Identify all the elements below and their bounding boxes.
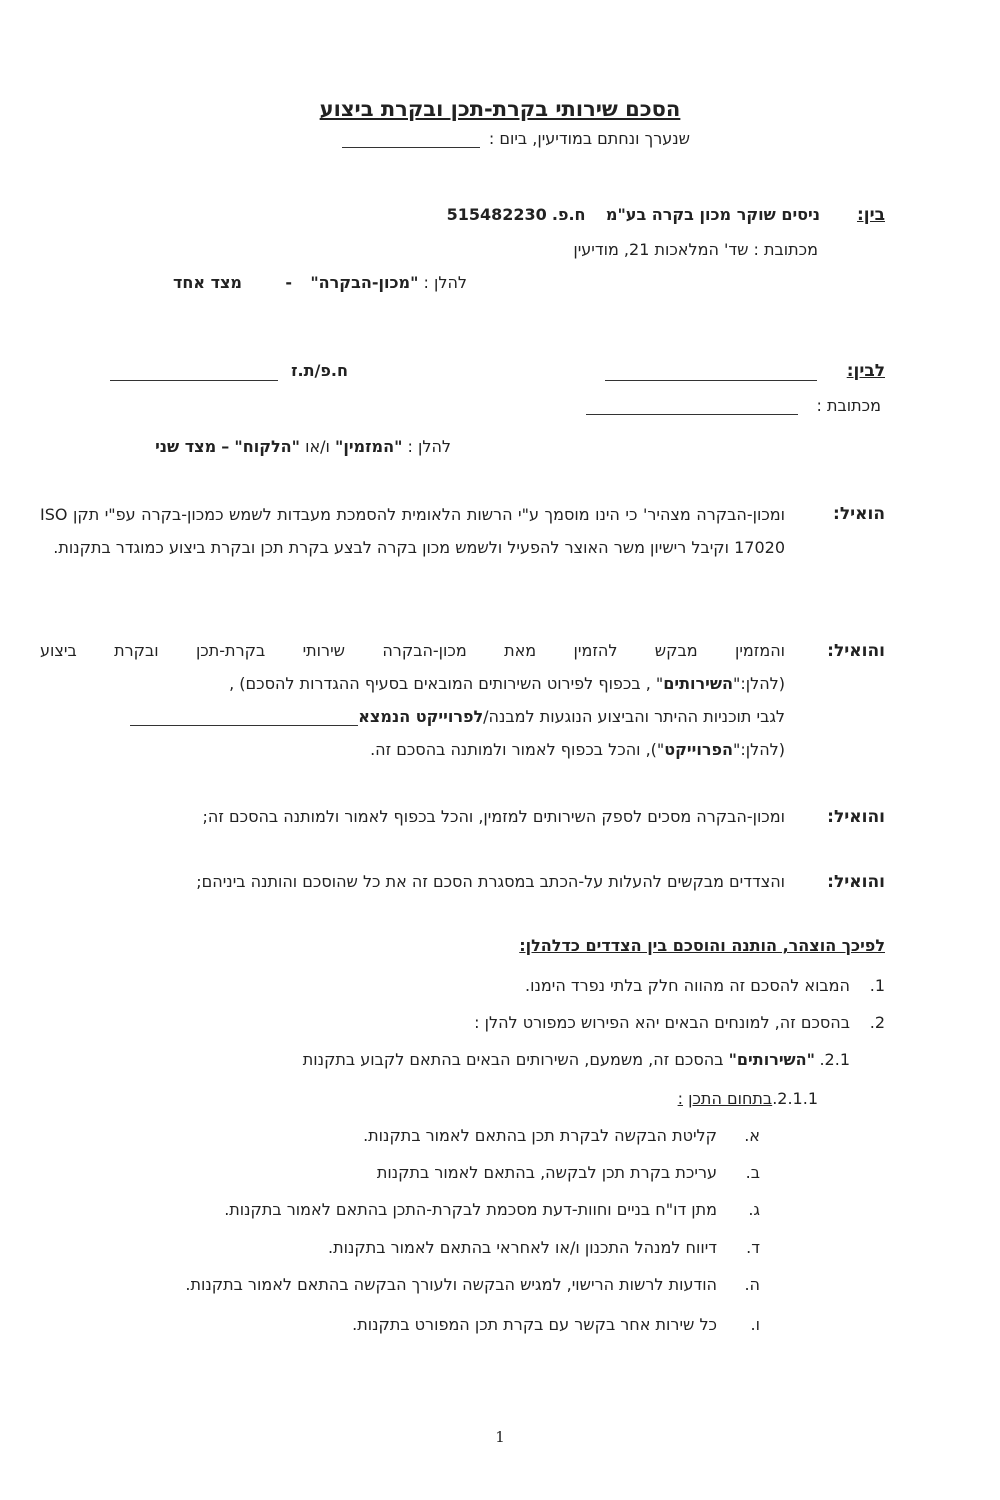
sub-item-a-text: קליטת הבקשה לבקרת תכן בהתאם לאמור בתקנות. [363,1126,717,1145]
party-two-dash: – [221,437,230,456]
sub-item-a-letter: א. [744,1126,760,1145]
sub-item-g-letter: ג. [748,1200,760,1219]
clause-2-1-term: "השירותים" [728,1050,815,1069]
sub-item-v-text: כל שירות אחר בקשר עם בקרת תכן המפורט בתקנות. [352,1315,717,1334]
clause-2-1-1-title: בתחום התכן [688,1089,773,1108]
page-number: 1 [495,1428,505,1446]
party-one-id-number: 515482230 [446,205,547,224]
sub-item-d-text: דיווח למנהל התכנון ו/או לאחראי בהתאם לאמור בתקנות. [328,1238,717,1257]
recital-2-line-1: והמזמין מבקש להזמין מאת מכון-הבקרה שירותי בקרת-תכן ובקרת ביצוע [40,641,785,660]
party-one-dash: - [285,273,292,292]
party-two-name-b: "הלקוח" [234,437,300,456]
party-one-name: ניסים שוקר מכון בקרה בע"מ [605,205,820,224]
recital-2-project-location: לפרוייקט הנמצא [358,707,484,726]
recital-2-line-4-a: (להלן:" [733,740,785,759]
clause-2-1-1-colon: : [677,1089,684,1108]
recital-2-line-2-a: (להלן:" [733,674,785,693]
party-one-hereinafter-prefix: להלן : [423,273,467,292]
recital-2-line-4 [370,740,785,759]
sub-item-h-text: הודעות לרשות הרישוי, למגיש הבקשה ולעורך הבקשה בהתאם לאמור בתקנות. [185,1275,717,1294]
sub-item-b-text: עריכת בקרת תכן לבקשה, בהתאם לאמור בתקנות [376,1163,717,1182]
recital-2-line-4-c: "), והכל בכפוף לאמור ולמותנה בהסכם זה. [370,740,665,759]
recital-4-text: והצדדים מבקשים להעלות על-הכתב במסגרת הסכם זה את כל שהוסכם והותנה ביניהם; [196,872,785,891]
document-title: הסכם שירותי בקרת-תכן ובקרת ביצוע [319,97,681,121]
recital-2-line-2-c: " , בכפוף לפירוט השירותים המובאים בסעיף ההגדרות להסכם) , [229,674,664,693]
clause-2-1-text: בהסכם זה, משמעם, השירותים הבאים בהתאם לקבוע בתקנות [302,1050,724,1069]
party-two-hereinafter [155,437,451,456]
party-one-line [447,205,820,224]
sub-item-h-letter: ה. [744,1275,760,1294]
sub-item-v-letter: ו. [750,1315,760,1334]
party-one-id-label: ח.פ. [551,205,586,224]
recital-2-services-term: השירותים [663,674,733,693]
sub-item-b-letter: ב. [745,1163,760,1182]
recital-1-label: הואיל: [833,504,885,524]
clause-2-1-line [303,1050,815,1069]
party-one-side: מצד אחד [172,273,242,292]
sub-item-g-text: מתן דו"ח בניים וחוות-דעת מסכמת לבקרת-התכן בהתאם לאמור בתקנות. [224,1200,717,1219]
party-two-side: מצד שני [155,437,217,456]
clause-1-number: 1. [869,976,885,995]
party-two-name-a: "המזמין" [334,437,403,456]
recital-2-label: והואיל: [827,641,885,661]
subtitle-text: שנערך ונחתם במודיעין, ביום : [488,129,690,148]
party-one-hereinafter [310,273,467,292]
clause-2-text: בהסכם זה, למונחים הבאים יהא הפירוש כמפורט להלן : [474,1013,850,1032]
recital-2-line-3-a: לגבי תוכניות ההיתר והביצוע הנוגעות למבנה/ [483,707,785,726]
recital-2-project-blank [130,709,358,726]
agreement-heading: לפיכך הוצהר, הותנה והוסכם בין הצדדים כדלהלן: [519,936,885,955]
party-two-id-blank [110,364,278,381]
party-two-label: לבין: [846,361,885,381]
party-two-address-label: מכתובת : [816,396,881,415]
recital-2-line-3 [130,707,785,726]
recital-1-text: ומכון-הבקרה מצהיר' כי הינו מוסמך ע"י הרשות הלאומית להסמכת מעבדות לשמש כמכון-בקרה עפ"י תקן ISO 17020 וקיבל רישיון משר האוצר להפעיל ולשמש מכון בקרה לבצע בקרת תכן ובקרת ביצוע כמוגדר בתקנות. [40,505,785,557]
party-one-address: מכתובת : שד' המלאכות 21, מודיעין [573,240,818,259]
recital-4-label: והואיל: [827,872,885,892]
party-two-or: ו/או [305,437,330,456]
clause-2-number: 2. [869,1013,885,1032]
recital-2-line-2 [229,674,785,693]
party-one-hereinafter-name: "מכון-הבקרה" [310,273,419,292]
sub-item-d-letter: ד. [746,1238,760,1257]
clause-1-text: המבוא להסכם זה מהווה חלק בלתי נפרד הימנו. [525,976,850,995]
date-blank [342,131,480,148]
recital-2-project-term: הפרוייקט [664,740,733,759]
party-two-address-blank [586,398,798,415]
party-two-hereinafter-prefix: להלן : [407,437,451,456]
clause-2-1-1-number: 2.1.1. [772,1089,818,1108]
recital-3-label: והואיל: [827,807,885,827]
party-two-name-blank [605,364,817,381]
party-one-label: בין: [856,205,885,225]
party-two-id-label: ח.פ/ת.ז [291,361,348,380]
clause-2-1-number: 2.1. [819,1050,850,1069]
recital-3-text: ומכון-הבקרה מסכים לספק השירותים למזמין, והכל בכפוף לאמור ולמותנה בהסכם זה; [202,807,785,826]
document-subtitle [300,129,690,148]
clause-2-1-1-line [678,1089,818,1108]
